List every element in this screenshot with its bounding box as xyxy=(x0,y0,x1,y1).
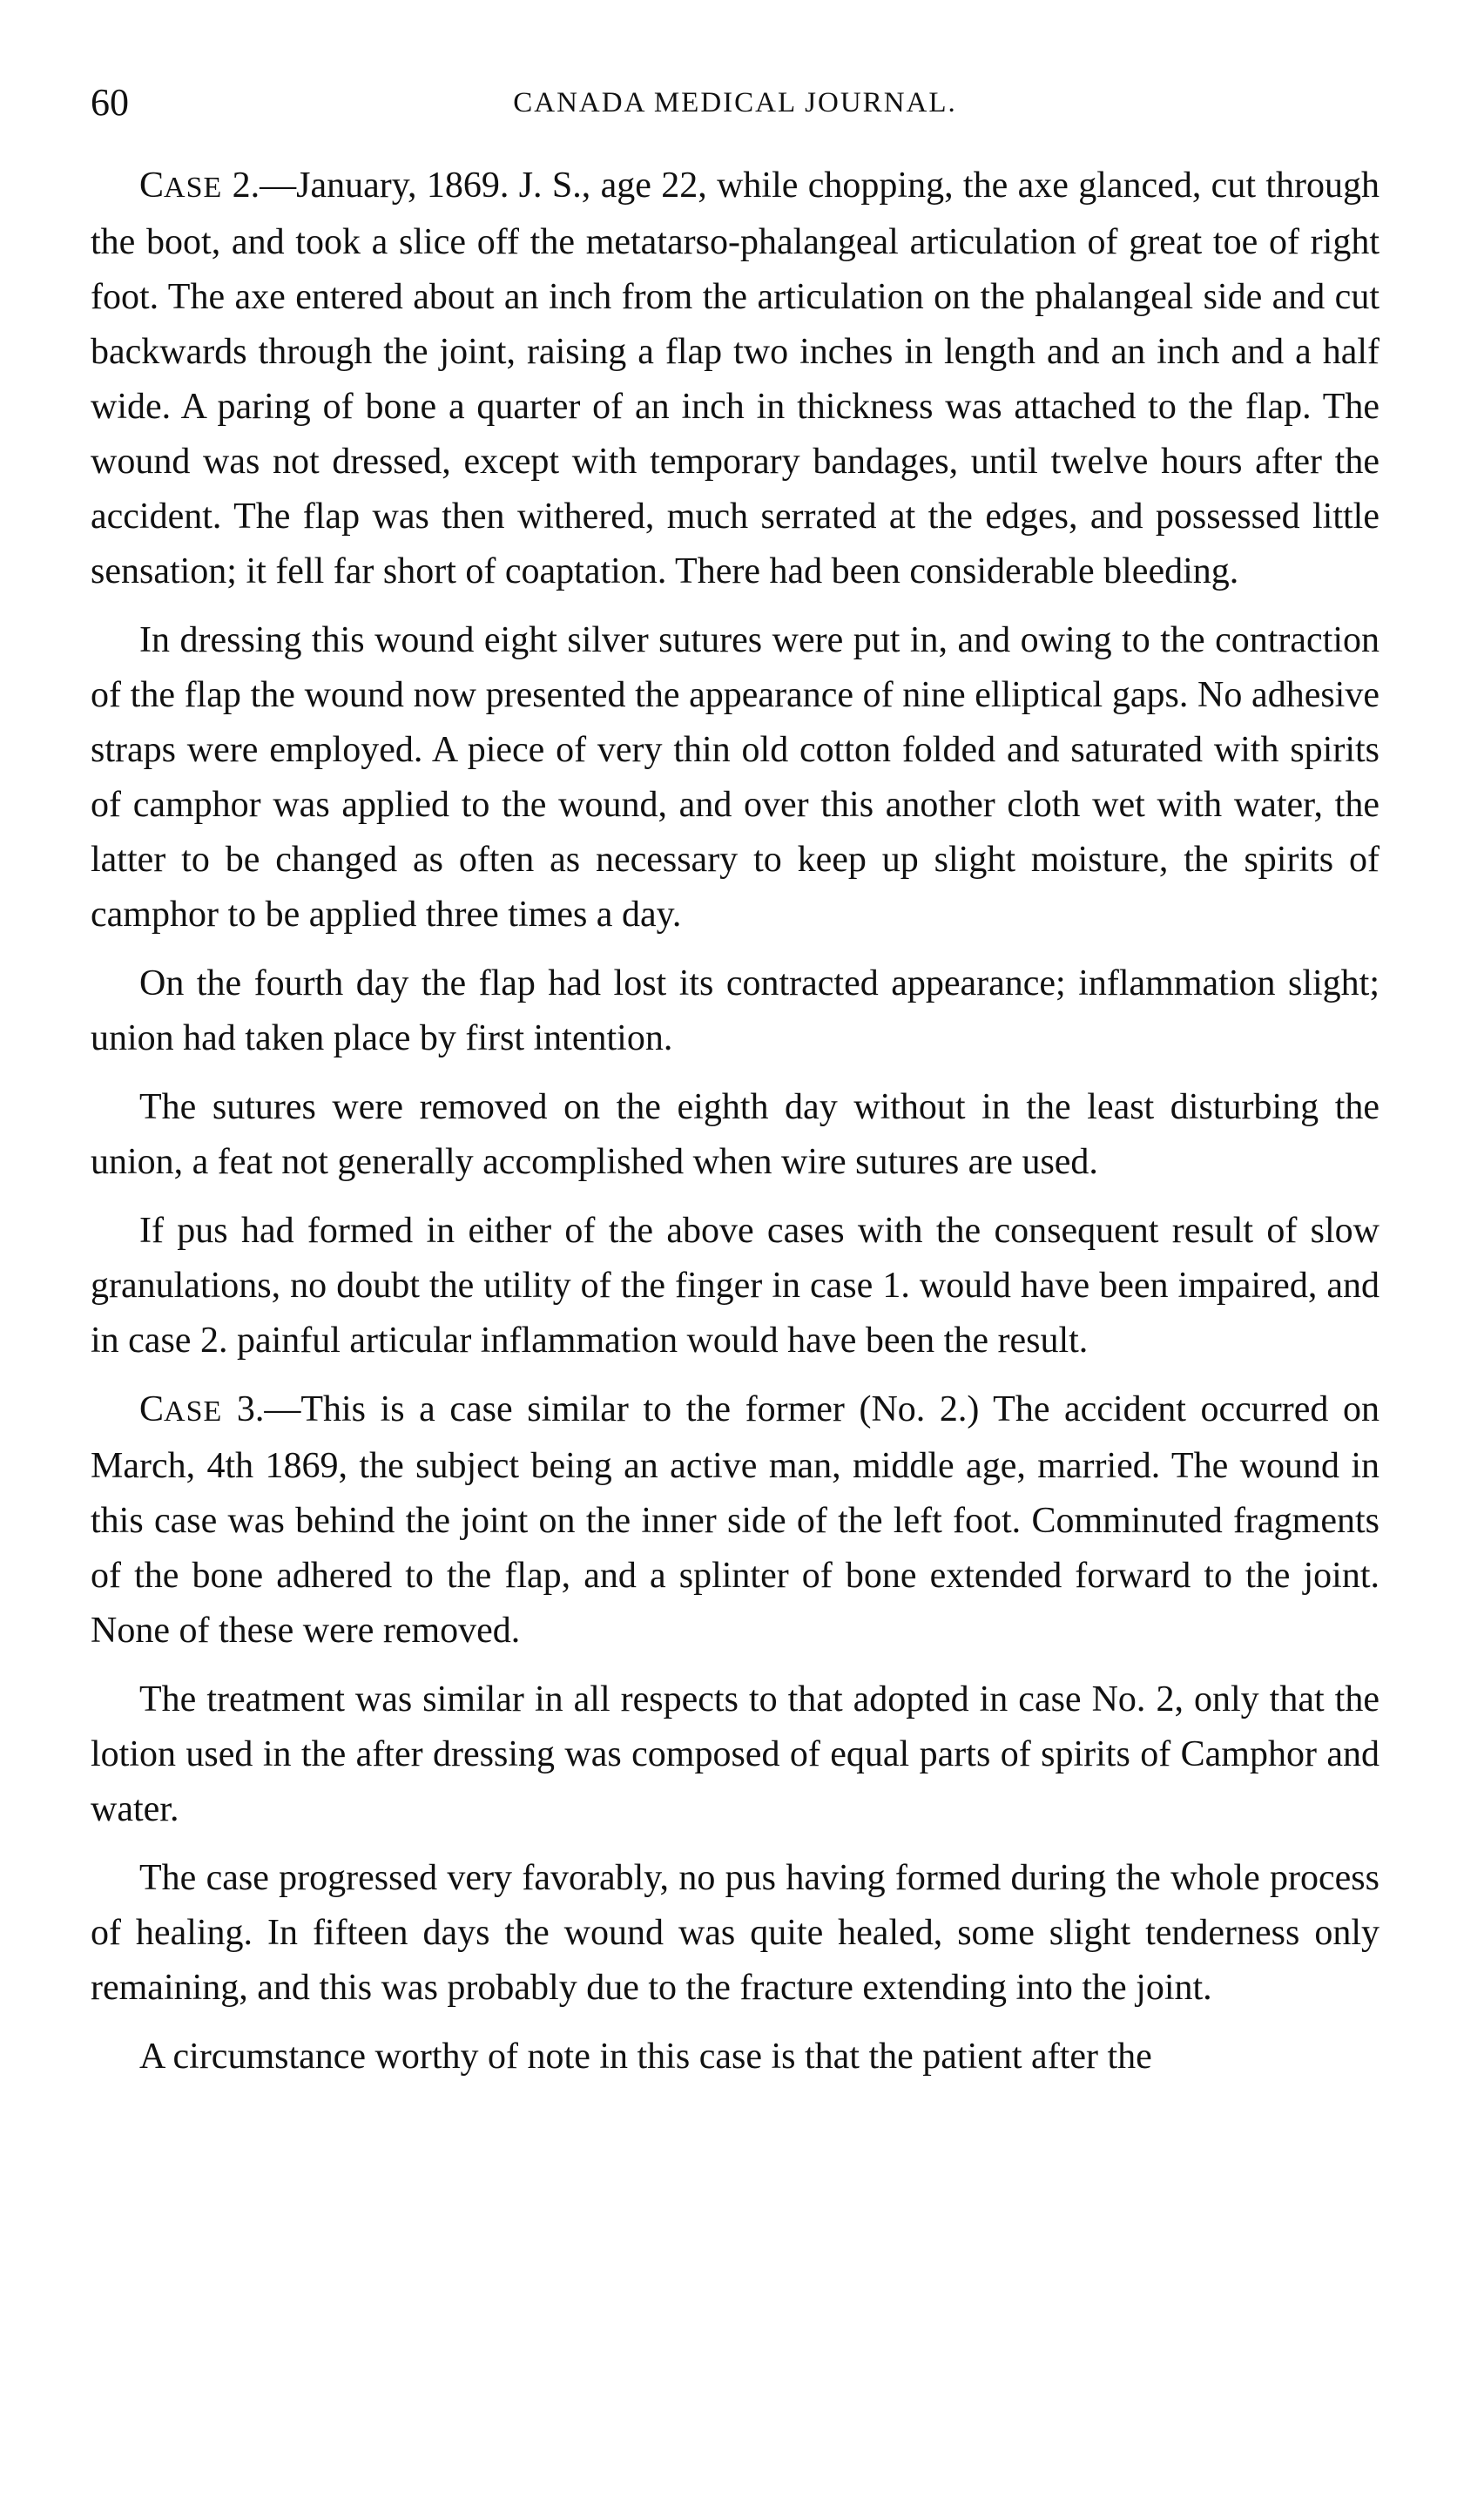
case-heading-initial: C xyxy=(139,166,165,206)
case-heading-initial: C xyxy=(139,1389,165,1429)
page-number: 60 xyxy=(91,81,129,124)
paragraph-text: 3.—This is a case similar to the former (No. 2.) The accident occurred on March, 4th 1869, the subject being an active man, middle age, married. The wound in this case was behind the joint on the inner side of the left foot. Comminuted fragments of the bone adhered to the flap, and a splinter of bone extended forward to the joint. None of these were removed. xyxy=(91,1389,1379,1651)
case-heading-smallcaps: ASE xyxy=(164,1395,223,1428)
paragraph-case-2 xyxy=(91,159,1379,599)
paragraph-sutures-removed: The sutures were removed on the eighth day without in the least disturbing the union, a feat not generally accomplished when wire sutures are used. xyxy=(91,1087,1379,1182)
paragraph-dressing: In dressing this wound eight silver sutures were put in, and owing to the contraction of the flap the wound now presented the appearance of nine elliptical gaps. No adhesive straps were employed. A piece of very thin old cotton folded and saturated with spirits of camphor was applied to the wound, and over this another cloth wet with water, the latter to be changed as often as necessary to keep up slight moisture, the spirits of camphor to be applied three times a day. xyxy=(91,620,1379,935)
paragraph-case-3 xyxy=(91,1382,1379,1659)
case-heading-smallcaps: ASE xyxy=(164,172,223,204)
paragraph-text: 2.—January, 1869. J. S., age 22, while chopping, the axe glanced, cut through the boot, and took a slice off the metatarso-phalangeal articulation of great toe of right foot. The axe entered about an inch from the articulation on the phalangeal side and cut backwards through the joint, raising a flap two inches in length and an inch and a half wide. A paring of bone a quarter of an inch in thickness was attached to the flap. The wound was not dressed, except with temporary bandages, until twelve hours after the accident. The flap was then withered, much serrated at the edges, and possessed little sensation; it fell far short of coaptation. There had been considerable bleeding. xyxy=(91,166,1379,591)
paragraph-progress: The case progressed very favorably, no pus having formed during the whole process of healing. In fifteen days the wound was quite healed, some slight tenderness only remaining, and this was probably due to the fracture extending into the joint. xyxy=(91,1858,1379,2008)
article-body xyxy=(91,159,1379,2098)
paragraph-treatment: The treatment was similar in all respects to that adopted in case No. 2, only that the lotion used in the after dressing was composed of equal parts of spirits of Camphor and water. xyxy=(91,1679,1379,1829)
paragraph-fourth-day: On the fourth day the flap had lost its contracted appearance; inflammation slight; union had taken place by first intention. xyxy=(91,963,1379,1058)
running-head: CANADA MEDICAL JOURNAL. xyxy=(513,87,957,118)
page-header xyxy=(91,77,1379,129)
paragraph-pus: If pus had formed in either of the above cases with the consequent result of slow granulations, no doubt the utility of the finger in case 1. would have been impaired, and in case 2. painful articular inflammation would have been the result. xyxy=(91,1211,1379,1361)
paragraph-circumstance: A circumstance worthy of note in this case is that the patient after the xyxy=(139,2037,1152,2077)
